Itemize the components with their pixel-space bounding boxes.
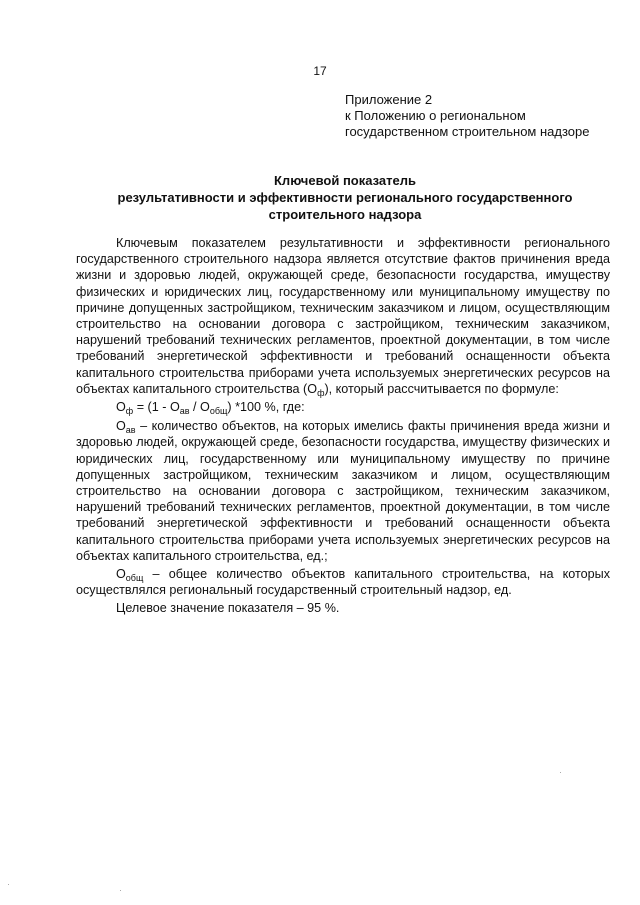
- title-line-1: Ключевой показатель: [274, 173, 416, 188]
- appendix-line-1: Приложение 2: [345, 92, 433, 107]
- scan-speck: [560, 772, 561, 773]
- title-line-2: результативности и эффективности регионального государственного: [117, 190, 573, 205]
- paragraph-main: [76, 235, 610, 397]
- appendix-header: [345, 92, 589, 140]
- scan-speck: [8, 884, 9, 885]
- formula-part-3: ) *100 %, где:: [227, 400, 305, 415]
- paragraph-main-text: Ключевым показателем результативности и эффективности регионального государственного строительного надзора является отсутствие фактов причинения вреда жизни и здоровью людей, окружающей среде, безопасности государства, имуществу физических и юридических лиц, государственному или муниципальному имуществу по причине допущенных застройщиком, техническим заказчиком и лицом, осуществляющим строительство на основании договора с застройщиком, техническим заказчиком, нарушений требований технических регламентов, проектной документации, в том числе требований энергетической эффективности и требований оснащенности объекта капитального строительства приборами учета используемых энергетических ресурсов на объектах капитального строительства (О: [76, 236, 610, 396]
- target-value: Целевое значение показателя – 95 %.: [116, 601, 340, 616]
- definition-av-text: – количество объектов, на которых имелись факты причинения вреда жизни и здоровью людей, окружающей среде, безопасности государства, имуществу физических и юридических лиц, государственному или муниципальному имуществу по причине допущенных застройщиком, техническим заказчиком и лицом, осуществляющим строительство на основании договора с застройщиком, техническим заказчиком, нарушений требований технических регламентов, проектной документации, в том числе требований энергетической эффективности и требований оснащенности объекта капитального строительства приборами учета используемых энергетических ресурсов на объектах капитального строительства, ед.;: [76, 419, 610, 563]
- formula-part-1: = (1 - О: [133, 400, 180, 415]
- appendix-line-2: к Положению о региональном: [345, 108, 526, 123]
- document-body: [76, 235, 610, 617]
- paragraph-main-tail: ), который рассчитывается по формуле:: [324, 381, 559, 396]
- definition-av-symbol: О: [116, 419, 126, 434]
- formula-o: О: [116, 400, 126, 415]
- definition-obsh-text: – общее количество объектов капитального строительства, на которых осуществлялся региональный государственный строительный надзор, ед.: [76, 567, 610, 598]
- title-line-3: строительного надзора: [268, 207, 422, 222]
- paragraph-main-sub: ф: [317, 387, 325, 398]
- formula-sub-f: ф: [125, 406, 134, 417]
- definition-obsh-symbol: О: [116, 567, 126, 582]
- document-title: [60, 172, 630, 223]
- formula-line: [76, 399, 610, 415]
- definition-av-sub: ав: [125, 425, 136, 436]
- scan-speck: [120, 890, 121, 891]
- formula-part-2: / О: [189, 400, 210, 415]
- appendix-line-3: государственном строительном надзоре: [345, 124, 590, 139]
- definition-obsh: [76, 566, 610, 598]
- formula-sub-obsh: общ: [209, 406, 228, 417]
- definition-av: [76, 418, 610, 564]
- page-number: 17: [313, 64, 327, 78]
- formula-sub-av: ав: [179, 406, 190, 417]
- definition-obsh-sub: общ: [125, 573, 144, 584]
